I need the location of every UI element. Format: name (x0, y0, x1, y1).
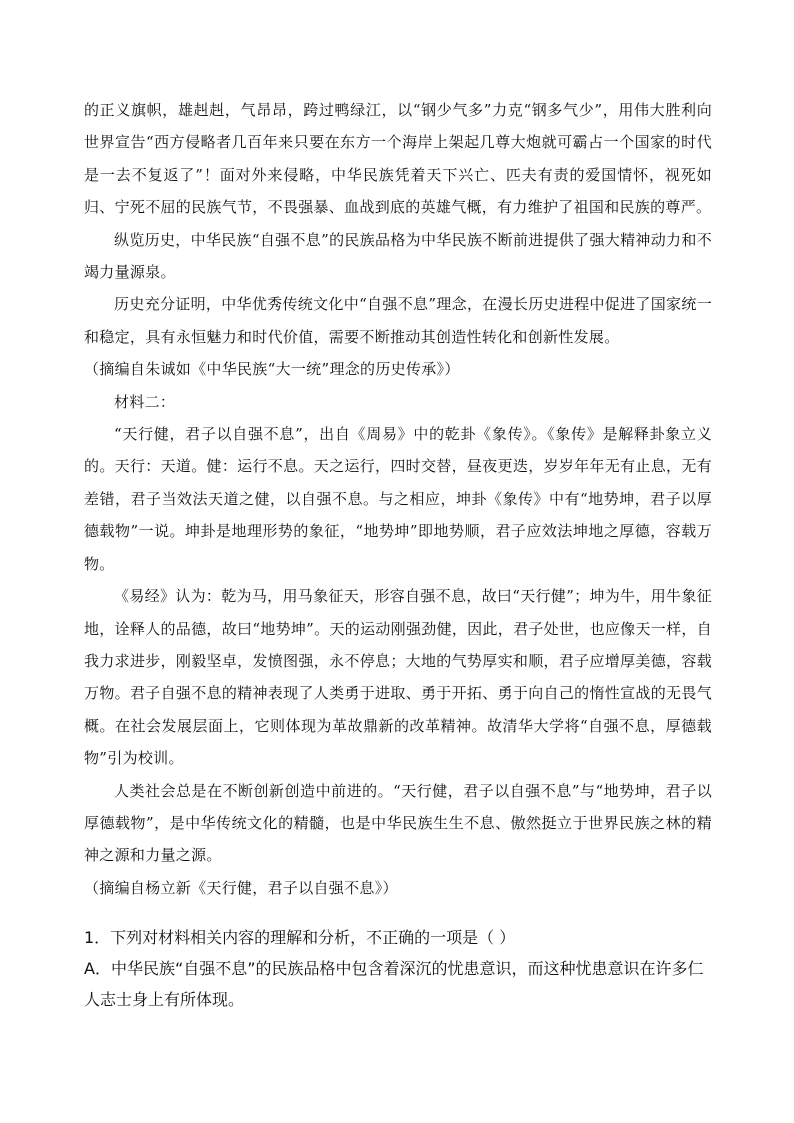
question-1-stem: 1．下列对材料相关内容的理解和分析，不正确的一项是（ ） (84, 928, 516, 947)
material2-paragraph-3: 人类社会总是在不断创新创造中前进的。“天行健，君子以自强不息”与“地势坤，君子以厚德载物”，是中华传统文化的精髓，也是中华民族生生不息、傲然挺立于世界民族之林的精神之源和力量之源。 (84, 781, 712, 865)
material2-label: 材料二： (114, 392, 176, 411)
question-1-option-a: A．中华民族“自强不息”的民族品格中包含着深沉的忧患意识，而这种忧患意识在许多仁人志士身上有所体现。 (84, 959, 704, 1009)
material1-source: （摘编自朱诚如《中华民族“大一统”理念的历史传承》） (84, 360, 460, 379)
material1-paragraph-continued: 的正义旗帜，雄赳赳，气昂昂，跨过鸭绿江，以“钢少气多”力克“钢多气少”，用伟大胜利向世界宣告“西方侵略者几百年来只要在东方一个海岸上架起几尊大炮就可霸占一个国家的时代是一去不复返了”！面对外来侵略，中华民族凭着天下兴亡、匹夫有责的爱国情怀，视死如归、宁死不屈的民族气节，不畏强暴、血战到底的英雄气概，有力维护了祖国和民族的尊严。 (84, 101, 712, 217)
material2-paragraph-2: 《易经》认为：乾为马，用马象征天，形容自强不息，故曰“天行健”；坤为牛，用牛象征地，诠释人的品德，故曰“地势坤”。天的运动刚强劲健，因此，君子处世，也应像天一样，自我力求进步，刚毅坚卓，发愤图强，永不停息；大地的气势厚实和顺，君子应增厚美德，容载万物。君子自强不息的精神表现了人类勇于进取、勇于开拓、勇于向自己的惰性宣战的无畏气概。在社会发展层面上，它则体现为革故鼎新的改革精神。故清华大学将“自强不息，厚德载物”引为校训。 (84, 587, 712, 768)
material1-paragraph-review: 纵览历史，中华民族“自强不息”的民族品格为中华民族不断前进提供了强大精神动力和不竭力量源泉。 (84, 230, 712, 282)
material2-source: （摘编自杨立新《天行健，君子以自强不息》） (84, 878, 398, 897)
question-1 (84, 922, 714, 1015)
reading-passage (84, 94, 712, 904)
material2-paragraph-1: “天行健，君子以自强不息”，出自《周易》中的乾卦《象传》。《象传》是解释卦象立义的。天行：天道。健：运行不息。天之运行，四时交替，昼夜更迭，岁岁年年无有止息，无有差错，君子当效法天道之健，以自强不息。与之相应，坤卦《象传》中有“地势坤，君子以厚德载物”一说。坤卦是地理形势的象征，“地势坤”即地势顺，君子应效法坤地之厚德，容载万物。 (84, 425, 712, 573)
material1-paragraph-proof: 历史充分证明，中华优秀传统文化中“自强不息”理念，在漫长历史进程中促进了国家统一和稳定，具有永恒魅力和时代价值，需要不断推动其创造性转化和创新性发展。 (84, 295, 712, 346)
